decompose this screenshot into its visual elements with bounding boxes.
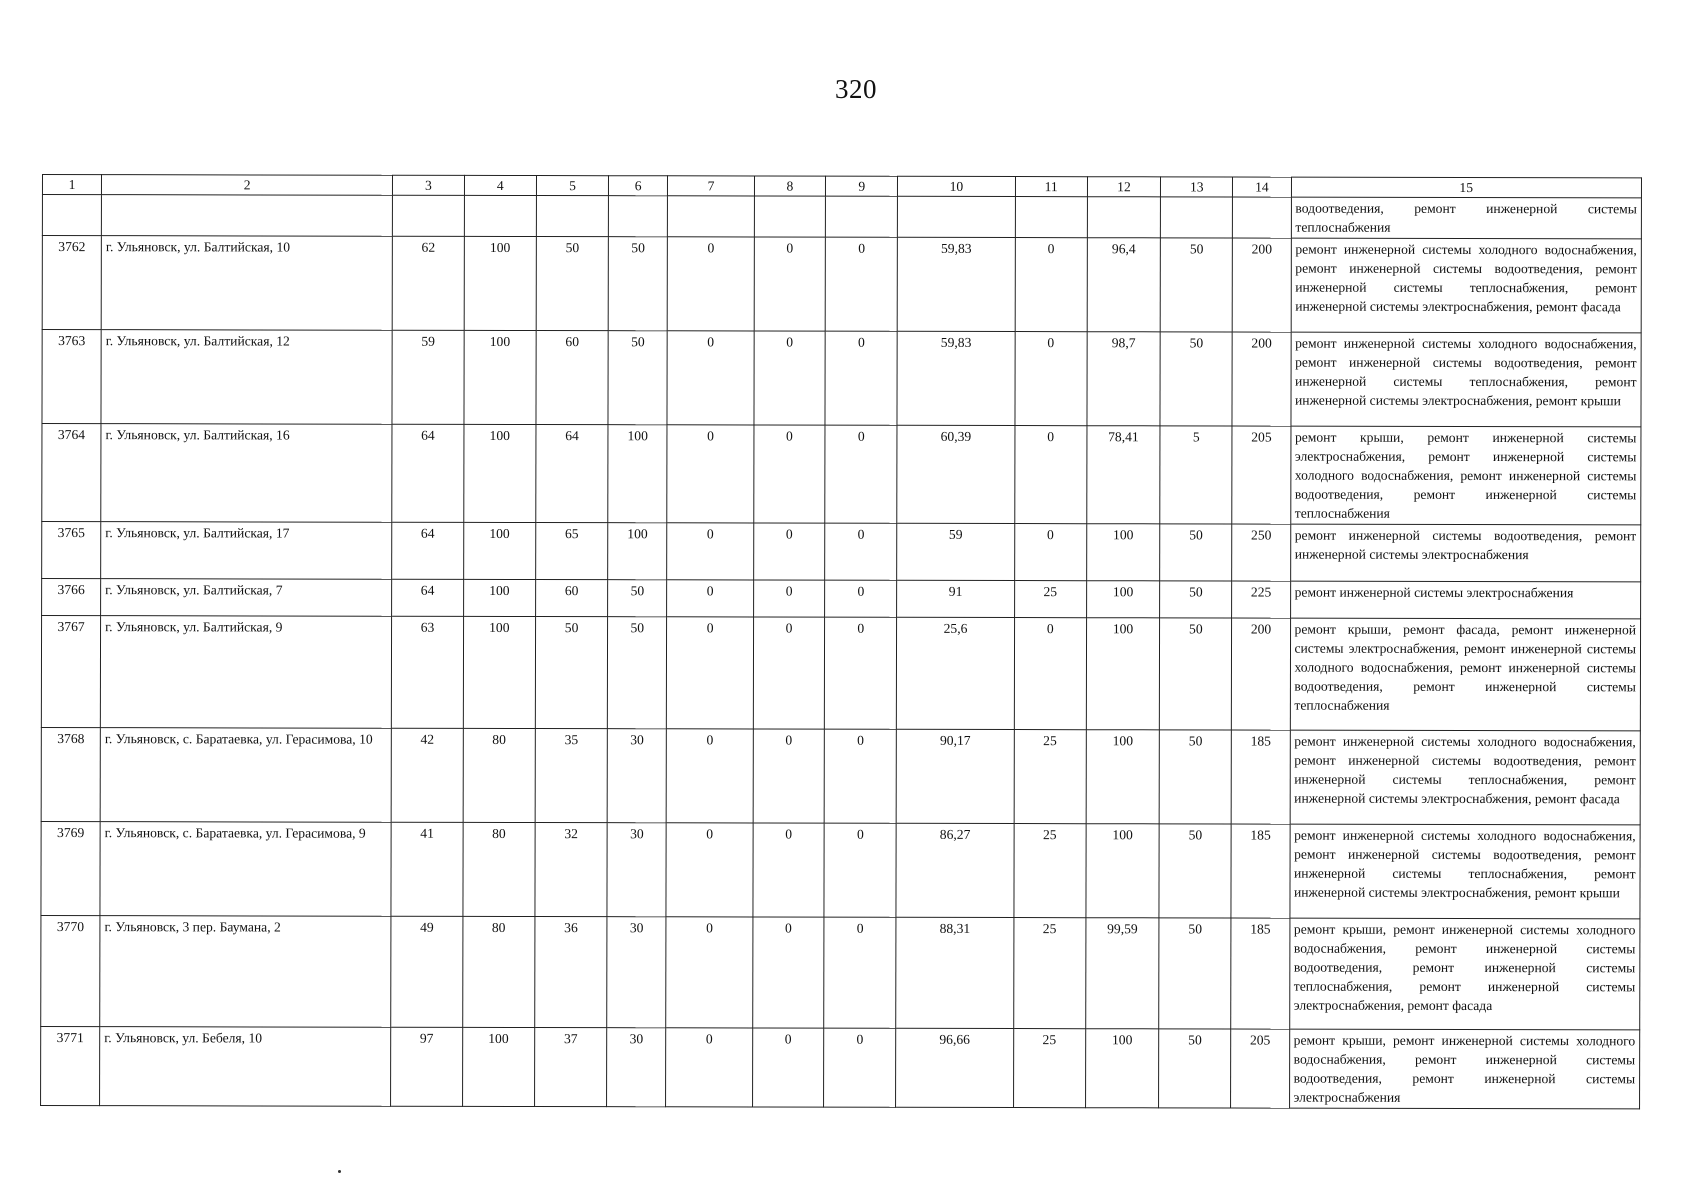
value-cell-c3: 41: [391, 822, 462, 916]
table-row: [41, 821, 1640, 918]
value-cell-c12: 96,4: [1087, 238, 1161, 332]
address-cell: г. Ульяновск, ул. Балтийская, 10: [101, 236, 392, 331]
value-cell-c8: 0: [753, 823, 824, 917]
column-header: 10: [898, 176, 1015, 196]
value-cell-c10: 59,83: [897, 331, 1014, 425]
value-cell-c11: 25: [1013, 824, 1085, 918]
value-cell-c5: 32: [535, 823, 607, 917]
value-cell-c4: 100: [464, 330, 536, 424]
column-header: 5: [536, 176, 608, 196]
address-cell: г. Ульяновск, с. Баратаевка, ул. Герасимова, 9: [100, 822, 391, 917]
value-cell-c12: 100: [1085, 1029, 1158, 1108]
column-header: 6: [609, 176, 668, 196]
value-cell-c10: 96,66: [896, 1028, 1013, 1107]
value-cell-c12: 98,7: [1087, 332, 1161, 426]
value-cell-c6: 30: [607, 1028, 666, 1107]
works-cell: ремонт инженерной системы холодного водоснабжения, ремонт инженерной системы водоотведения, ремонт инженерной системы теплоснабжения, ремонт инженерной системы электроснабжения, ремонт фасада: [1290, 730, 1641, 825]
column-header: 2: [102, 175, 393, 196]
value-cell-c6: 50: [608, 617, 667, 729]
value-cell-c3: 64: [392, 424, 463, 522]
value-cell-c11: 25: [1014, 730, 1086, 824]
value-cell-c3: 49: [391, 916, 463, 1027]
works-cell: ремонт крыши, ремонт инженерной системы электроснабжения, ремонт инженерной системы холодного водоснабжения, ремонт инженерной системы водоотведения, ремонт инженерной системы теплоснабжения: [1290, 426, 1641, 525]
table-row: [42, 330, 1641, 427]
value-cell-c5: 60: [536, 331, 608, 425]
column-header: 1: [42, 175, 101, 195]
address-cell: г. Ульяновск, с. Баратаевка, ул. Герасимова, 10: [100, 728, 391, 823]
value-cell-c9: 0: [825, 580, 897, 617]
column-header: 14: [1233, 177, 1291, 197]
value-cell-c5: 65: [536, 523, 608, 580]
row-id-cell: 3764: [42, 424, 101, 522]
value-cell-c14: 250: [1232, 524, 1290, 581]
value-cell-c13: 50: [1160, 332, 1232, 426]
column-header: 8: [754, 176, 825, 196]
value-cell-c14: 200: [1232, 618, 1290, 730]
column-header: 4: [464, 175, 536, 195]
value-cell-c14: 205: [1231, 1029, 1289, 1108]
value-cell-c12: 99,59: [1086, 918, 1160, 1029]
value-cell-c9: 0: [825, 523, 897, 580]
value-cell-c12: 100: [1086, 824, 1160, 918]
value-cell-c3: 63: [392, 616, 464, 728]
value-cell-c9: 0: [824, 1028, 896, 1107]
value-cell-c14: 205: [1232, 426, 1290, 524]
address-cell: г. Ульяновск, ул. Бебеля, 10: [100, 1027, 391, 1107]
value-cell-c8: 0: [754, 425, 825, 523]
row-id-cell: 3763: [42, 330, 101, 424]
value-cell-c10: 90,17: [897, 729, 1014, 823]
column-header: 9: [826, 176, 898, 196]
value-cell-c4: 100: [463, 579, 535, 616]
value-cell-c14: 225: [1232, 581, 1290, 618]
value-cell-c7: 0: [667, 331, 754, 425]
value-cell-c11: 0: [1014, 426, 1087, 524]
page-number: 320: [835, 74, 877, 104]
column-header: 13: [1161, 177, 1233, 197]
value-cell-c10: 91: [897, 580, 1014, 617]
value-cell-c4: 80: [462, 916, 535, 1027]
value-cell-c5: 37: [534, 1028, 606, 1107]
value-cell-c9: 0: [825, 425, 898, 523]
works-cell: ремонт крыши, ремонт инженерной системы холодного водоснабжения, ремонт инженерной системы водоотведения, ремонт инженерной системы теплоснабжения, ремонт инженерной системы электроснабжения, ремонт фасада: [1289, 918, 1640, 1030]
row-id-cell: 3767: [41, 616, 100, 728]
value-cell-c6: 30: [607, 917, 666, 1028]
housing-repair-table: [40, 174, 1642, 1109]
value-cell-c6: 50: [608, 580, 667, 617]
value-cell-c12: 100: [1086, 581, 1159, 618]
column-header: 7: [668, 176, 755, 196]
value-cell-c7: 0: [667, 617, 754, 729]
value-cell-c4: 100: [463, 522, 535, 579]
value-cell-c7: 0: [667, 523, 754, 580]
value-cell-c11: 25: [1013, 1029, 1085, 1108]
value-cell-c8: 0: [753, 580, 824, 617]
works-cell: ремонт инженерной системы холодного водоснабжения, ремонт инженерной системы водоотведения, ремонт инженерной системы теплоснабжения, ремонт инженерной системы электроснабжения, ремонт крыши: [1290, 332, 1641, 427]
value-cell-c13: 50: [1159, 824, 1231, 918]
value-cell-c13: 50: [1160, 524, 1232, 581]
value-cell-c6: 100: [608, 425, 667, 523]
value-cell-c6: 50: [608, 331, 667, 425]
row-id-cell: 3769: [41, 821, 100, 915]
works-cell: ремонт инженерной системы водоотведения, ремонт инженерной системы электроснабжения: [1290, 524, 1641, 582]
works-cell: ремонт крыши, ремонт фасада, ремонт инженерной системы электроснабжения, ремонт инженерной системы холодного водоснабжения, ремонт инженерной системы водоотведения, ремонт инженерной системы теплоснабжения: [1290, 618, 1641, 731]
row-id-cell: 3762: [42, 236, 101, 330]
continuation-row: [42, 195, 1641, 239]
value-cell-c11: 0: [1015, 238, 1087, 332]
table-row: [41, 1026, 1640, 1108]
column-header: 15: [1291, 177, 1642, 198]
address-cell: г. Ульяновск, ул. Балтийская, 7: [101, 579, 392, 617]
works-cell: ремонт инженерной системы холодного водоснабжения, ремонт инженерной системы водоотведения, ремонт инженерной системы теплоснабжения, ремонт инженерной системы электроснабжения, ремонт крыши: [1289, 824, 1640, 919]
value-cell-c3: 42: [391, 728, 462, 822]
value-cell-c3: 97: [391, 1027, 462, 1106]
address-cell: г. Ульяновск, ул. Балтийская, 12: [101, 330, 392, 425]
value-cell-c5: 50: [535, 617, 608, 729]
value-cell-c4: 100: [463, 616, 536, 728]
value-cell-c12: 100: [1086, 524, 1159, 581]
value-cell-c13: 50: [1159, 918, 1232, 1029]
value-cell-c12: 100: [1086, 618, 1160, 730]
value-cell-c14: 200: [1233, 238, 1291, 332]
value-cell-c7: 0: [667, 237, 754, 331]
value-cell-c3: 59: [392, 330, 463, 424]
works-cell: ремонт инженерной системы холодного водоснабжения, ремонт инженерной системы водоотведения, ремонт инженерной системы теплоснабжения, ремонт инженерной системы электроснабжения, ремонт фасада: [1291, 238, 1642, 333]
value-cell-c10: 60,39: [897, 425, 1014, 523]
value-cell-c4: 80: [463, 728, 535, 822]
value-cell-c11: 0: [1015, 332, 1087, 426]
value-cell-c7: 0: [666, 729, 753, 823]
value-cell-c10: 25,6: [897, 617, 1014, 729]
value-cell-c6: 30: [607, 729, 666, 823]
value-cell-c7: 0: [666, 917, 753, 1028]
value-cell-c14: 185: [1231, 918, 1289, 1029]
value-cell-c5: 60: [535, 580, 607, 617]
table-row: [42, 522, 1641, 582]
value-cell-c10: 59,83: [898, 237, 1015, 331]
table-row: [42, 236, 1641, 333]
row-id-cell: 3771: [41, 1026, 100, 1105]
value-cell-c5: 36: [535, 917, 608, 1028]
value-cell-c11: 0: [1014, 618, 1087, 730]
value-cell-c5: 35: [535, 729, 607, 823]
value-cell-c8: 0: [754, 331, 825, 425]
address-cell: г. Ульяновск, ул. Балтийская, 16: [101, 424, 392, 523]
table-container: [40, 174, 1642, 1109]
row-id-cell: 3765: [42, 522, 101, 579]
column-header: 12: [1087, 177, 1160, 197]
table-row: [42, 424, 1641, 525]
address-cell: г. Ульяновск, ул. Балтийская, 9: [100, 616, 392, 729]
value-cell-c7: 0: [666, 823, 753, 917]
table-row: [42, 579, 1641, 619]
address-cell: г. Ульяновск, 3 пер. Баумана, 2: [100, 916, 392, 1028]
value-cell-c14: 200: [1232, 332, 1290, 426]
value-cell-c9: 0: [824, 823, 896, 917]
value-cell-c7: 0: [666, 1028, 753, 1107]
table-row: [41, 616, 1640, 731]
value-cell-c4: 80: [463, 822, 535, 916]
value-cell-c5: 50: [536, 237, 608, 331]
column-header: 11: [1015, 177, 1087, 197]
value-cell-c4: 100: [464, 236, 536, 330]
value-cell-c7: 0: [667, 425, 754, 523]
value-cell-c9: 0: [824, 617, 897, 729]
value-cell-c13: 50: [1159, 730, 1231, 824]
value-cell-c7: 0: [667, 580, 754, 617]
value-cell-c3: 64: [392, 522, 463, 579]
value-cell-c9: 0: [824, 917, 897, 1028]
value-cell-c8: 0: [753, 523, 824, 580]
value-cell-c5: 64: [536, 425, 609, 523]
table-row: [41, 727, 1640, 824]
works-cell: ремонт инженерной системы электроснабжения: [1290, 581, 1641, 619]
value-cell-c10: 88,31: [896, 917, 1013, 1028]
value-cell-c8: 0: [753, 729, 824, 823]
value-cell-c14: 185: [1231, 824, 1289, 918]
table-row: [41, 915, 1640, 1029]
address-cell: г. Ульяновск, ул. Балтийская, 17: [101, 522, 392, 580]
value-cell-c3: 62: [393, 236, 464, 330]
value-cell-c8: 0: [752, 1028, 823, 1107]
value-cell-c8: 0: [753, 617, 825, 729]
value-cell-c13: 50: [1159, 1029, 1231, 1108]
value-cell-c11: 25: [1014, 581, 1086, 618]
value-cell-c12: 100: [1086, 730, 1160, 824]
value-cell-c8: 0: [754, 237, 825, 331]
value-cell-c13: 5: [1160, 426, 1233, 524]
value-cell-c3: 64: [392, 579, 463, 616]
value-cell-c11: 0: [1014, 524, 1086, 581]
value-cell-c6: 100: [608, 523, 667, 580]
value-cell-c10: 59: [897, 523, 1014, 580]
value-cell-c4: 100: [462, 1027, 534, 1106]
row-id-cell: 3770: [41, 915, 100, 1026]
value-cell-c9: 0: [825, 237, 897, 331]
value-cell-c8: 0: [753, 917, 825, 1028]
works-cell: ремонт крыши, ремонт инженерной системы холодного водоснабжения, ремонт инженерной системы водоотведения, ремонт инженерной системы электроснабжения: [1289, 1029, 1640, 1109]
column-header: 3: [393, 175, 464, 195]
works-cell: водоотведения, ремонт инженерной системы теплоснабжения: [1291, 197, 1642, 239]
value-cell-c10: 86,27: [896, 823, 1013, 917]
value-cell-c6: 50: [608, 237, 667, 331]
value-cell-c13: 50: [1159, 618, 1232, 730]
value-cell-c13: 50: [1160, 238, 1232, 332]
value-cell-c11: 25: [1013, 918, 1086, 1029]
row-id-cell: 3768: [41, 727, 100, 821]
value-cell-c4: 100: [463, 424, 536, 522]
value-cell-c6: 30: [607, 823, 666, 917]
value-cell-c12: 78,41: [1087, 426, 1161, 524]
value-cell-c9: 0: [825, 331, 897, 425]
value-cell-c14: 185: [1232, 730, 1290, 824]
scan-speck: [338, 1170, 341, 1173]
value-cell-c13: 50: [1160, 581, 1232, 618]
row-id-cell: 3766: [42, 579, 101, 616]
value-cell-c9: 0: [824, 729, 896, 823]
